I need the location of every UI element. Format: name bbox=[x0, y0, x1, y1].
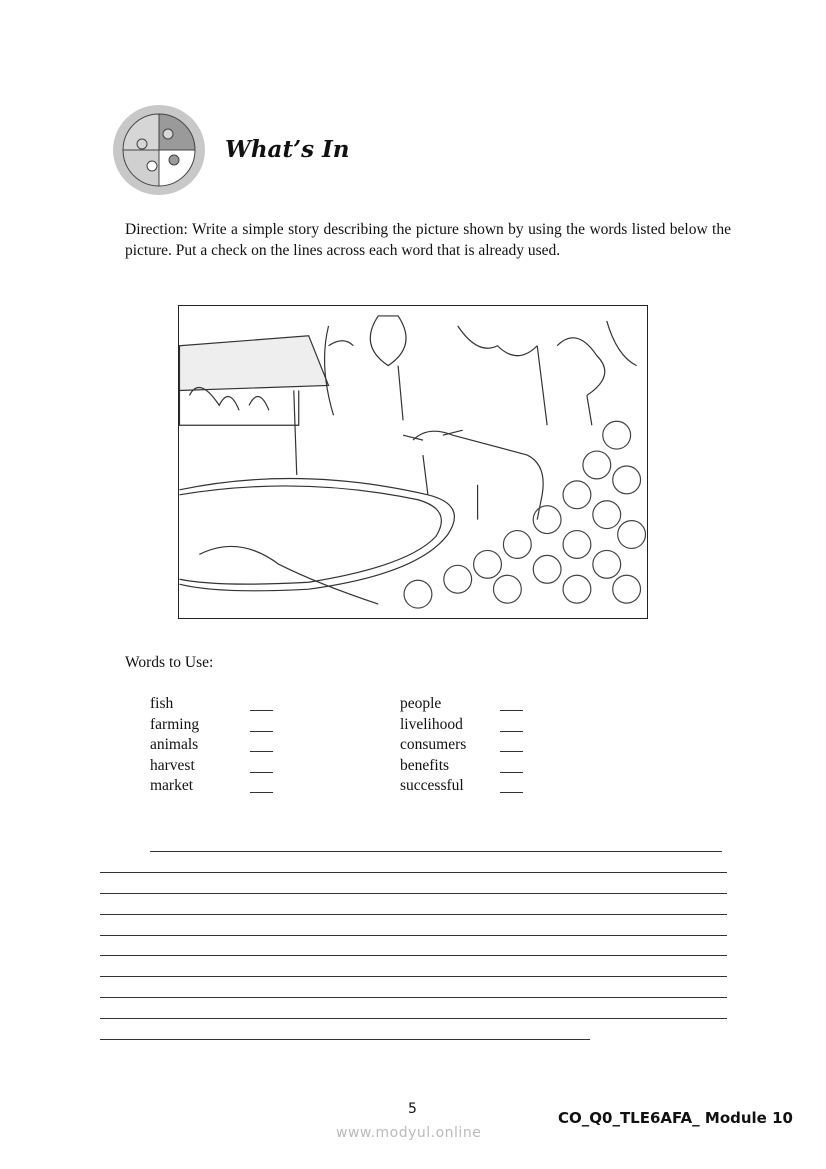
check-blank[interactable] bbox=[500, 751, 523, 752]
word-item: consumers bbox=[400, 736, 467, 753]
writing-line[interactable] bbox=[150, 851, 722, 852]
writing-line[interactable] bbox=[100, 1018, 727, 1019]
writing-line[interactable] bbox=[100, 1039, 590, 1040]
word-item: farming bbox=[150, 716, 200, 733]
writing-line[interactable] bbox=[100, 872, 727, 873]
check-blank[interactable] bbox=[500, 772, 523, 773]
writing-line[interactable] bbox=[100, 935, 727, 936]
check-blank[interactable] bbox=[250, 751, 273, 752]
word-item: people bbox=[400, 695, 442, 712]
writing-line[interactable] bbox=[100, 893, 727, 894]
check-blank[interactable] bbox=[250, 772, 273, 773]
check-blank[interactable] bbox=[250, 792, 273, 793]
farm-illustration bbox=[178, 305, 648, 619]
watermark: www.modyul.online bbox=[336, 1125, 482, 1141]
word-item: market bbox=[150, 777, 194, 794]
page-number: 5 bbox=[408, 1101, 417, 1117]
puzzle-icon bbox=[112, 104, 206, 196]
writing-line[interactable] bbox=[100, 914, 727, 915]
check-blank[interactable] bbox=[250, 710, 273, 711]
writing-line[interactable] bbox=[100, 955, 727, 956]
check-blank[interactable] bbox=[250, 731, 273, 732]
word-item: animals bbox=[150, 736, 199, 753]
words-to-use-label: Words to Use: bbox=[125, 654, 214, 671]
check-blank[interactable] bbox=[500, 731, 523, 732]
direction-text: Direction: Write a simple story describing the picture shown by using the words listed below the picture. Put a check on the lines across each word that is already used. bbox=[125, 221, 731, 259]
word-item: livelihood bbox=[400, 716, 463, 733]
word-item: fish bbox=[150, 695, 174, 712]
module-code: CO_Q0_TLE6AFA_ Module 10 bbox=[558, 1109, 793, 1127]
word-item: benefits bbox=[400, 757, 450, 774]
section-title: What’s In bbox=[225, 136, 350, 163]
writing-line[interactable] bbox=[100, 997, 727, 998]
check-blank[interactable] bbox=[500, 710, 523, 711]
word-item: harvest bbox=[150, 757, 195, 774]
check-blank[interactable] bbox=[500, 792, 523, 793]
writing-line[interactable] bbox=[100, 976, 727, 977]
word-item: successful bbox=[400, 777, 464, 794]
